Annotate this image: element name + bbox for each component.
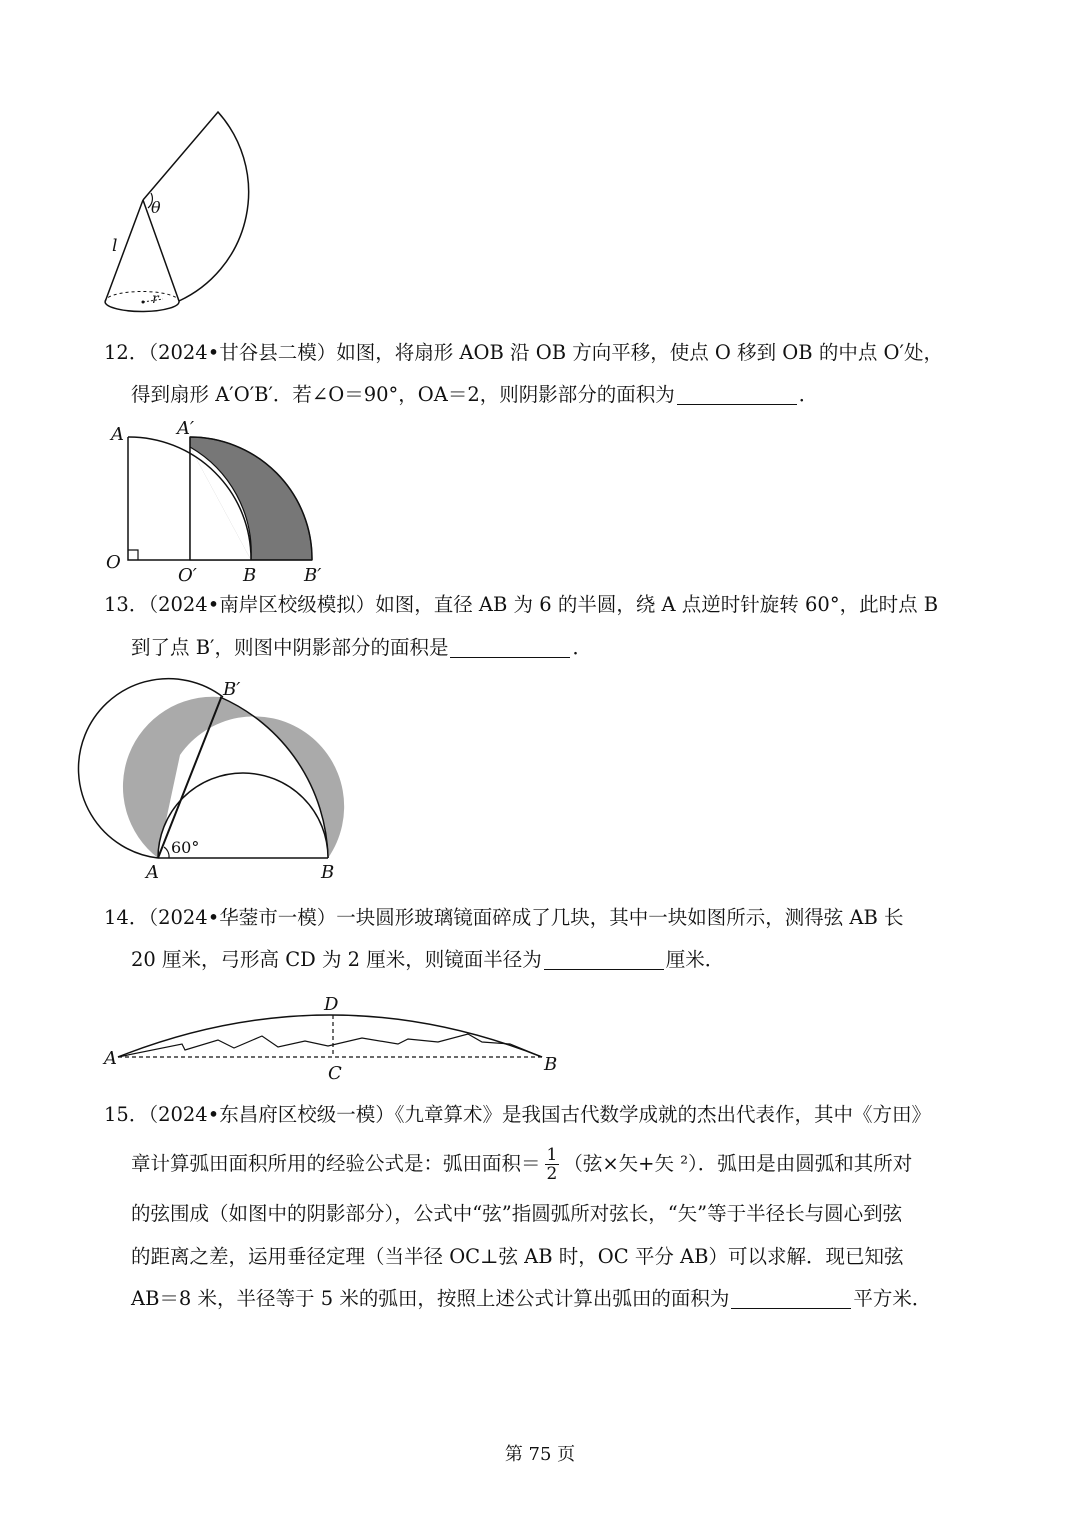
q15-line4: 的距离之差，运用垂径定理（当半径 OC⊥弦 AB 时，OC 平分 AB）可以求解．现已知弦 [131, 1245, 904, 1268]
label-A-prime: A′ [177, 418, 195, 439]
q15-line3: 的弦围成（如图中的阴影部分），公式中“弦”指圆弧所对弦长，“矢”等于半径长与圆心到弦 [131, 1202, 903, 1225]
page-number: 第 75 页 [504, 1444, 576, 1465]
q13-source: （2024•南岸区校级模拟） [148, 593, 376, 616]
q12-number: 12． [104, 341, 149, 364]
label-A: A [111, 424, 124, 445]
q13-number: 13． [104, 593, 149, 616]
label-A: A [146, 862, 159, 883]
q14-figure [100, 990, 570, 1085]
q15-source: （2024•东昌府区校级一模） [148, 1103, 395, 1126]
q15-number: 15． [104, 1103, 149, 1126]
q12-line2: 得到扇形 A′O′B′．若∠O＝90°，OA＝2，则阴影部分的面积为 ． [131, 383, 819, 406]
q12-answer-blank[interactable] [677, 384, 797, 405]
q15-line5: AB＝8 米，半径等于 5 米的弧田，按照上述公式计算出弧田的面积为 平方米． [131, 1287, 932, 1310]
label-B-prime: B′ [304, 565, 322, 586]
label-O: O [106, 552, 121, 573]
label-B: B [544, 1054, 558, 1075]
q14-number: 14． [104, 906, 149, 929]
cone-sector-figure [100, 105, 275, 330]
label-B: B [321, 862, 335, 883]
label-B: B [243, 565, 257, 586]
q12-text1: 如图，将扇形 AOB 沿 OB 方向平移，使点 O 移到 OB 的中点 O′处， [336, 341, 943, 364]
label-O-prime: O′ [178, 565, 197, 586]
q13-answer-blank[interactable] [450, 637, 570, 658]
q15-line1 [104, 1100, 984, 1130]
label-C: C [328, 1063, 342, 1084]
q13-text1: 如图，直径 AB 为 6 的半圆，绕 A 点逆时针旋转 60°，此时点 B [375, 593, 939, 616]
q13-text2: 到了点 B′，则图中阴影部分的面积是 [131, 636, 449, 659]
q15-line2: 章计算弧田面积所用的经验公式是：弧田面积＝ $\frac{1}{2}$ （弦×矢+矢 ²）．弧田是由圆弧和其所对 [131, 1145, 913, 1184]
q12-text2: 得到扇形 A′O′B′．若∠O＝90°，OA＝2，则阴影部分的面积为 [131, 383, 675, 406]
label-A: A [104, 1048, 117, 1069]
q14-line1 [104, 903, 984, 933]
q15-text1: 《九章算术》是我国古代数学成就的杰出代表作，其中《方田》 [394, 1103, 931, 1126]
q14-text2: 20 厘米，弓形高 CD 为 2 厘米，则镜面半径为 [131, 948, 542, 971]
label-D: D [324, 994, 339, 1015]
q15-answer-blank[interactable] [731, 1288, 851, 1309]
q13-figure [100, 675, 350, 885]
q14-line2: 20 厘米，弓形高 CD 为 2 厘米，则镜面半径为 厘米． [131, 948, 725, 971]
q12-source: （2024•甘谷县二模） [148, 341, 337, 364]
q14-text1: 一块圆形玻璃镜面碎成了几块，其中一块如图所示，测得弦 AB 长 [336, 906, 904, 929]
label-B-prime: B′ [223, 679, 241, 700]
q13-line2: 到了点 B′，则图中阴影部分的面积是 ． [131, 636, 592, 659]
label-l: l [112, 236, 118, 256]
q12-figure [100, 415, 340, 590]
q14-answer-blank[interactable] [544, 949, 664, 970]
q13-line1 [104, 590, 984, 620]
fraction-one-half: $\frac{1}{2}$ [546, 1145, 558, 1184]
q12-line1 [104, 338, 984, 368]
label-angle-60: 60° [171, 838, 200, 857]
q14-source: （2024•华蓥市一模） [148, 906, 337, 929]
label-r: r [152, 291, 159, 307]
label-theta: θ [151, 198, 161, 217]
